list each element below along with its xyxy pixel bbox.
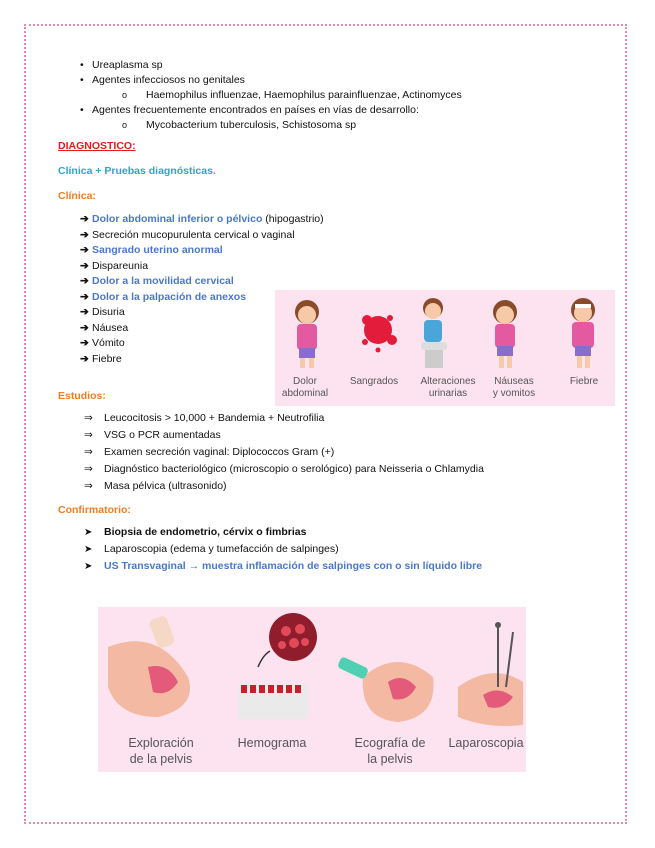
symptom-label-line: Fiebre [569, 376, 599, 387]
exam-label-line: Ecografía de [354, 736, 426, 750]
clinica-item [58, 228, 618, 244]
triangle-arrow-icon: ➤ [84, 544, 93, 555]
symptom-label-line: urinarias [428, 388, 468, 399]
clinica-item-text: Secreción mucopurulenta cervical o vaginal [92, 228, 295, 241]
agent-item: • Agentes infecciosos no genitales [58, 73, 618, 88]
symptom-label-line: y vomitos [492, 388, 536, 399]
estudio-item-text: Masa pélvica (ultrasonido) [104, 480, 227, 492]
pelvic-exam-illustration [108, 615, 190, 717]
laparoscopy-illustration [458, 622, 523, 726]
symptom-label-line: abdominal [281, 388, 329, 399]
implies-arrow-icon: ⇒ [84, 412, 93, 424]
clinica-item-text: Dolor a la palpación de anexos [92, 290, 247, 303]
arrow-icon: ➔ [80, 337, 89, 349]
girl-nausea-figure [493, 300, 517, 368]
blood-test-illustration [238, 613, 317, 719]
symptom-label [557, 376, 611, 388]
arrow-icon: ➔ [80, 244, 89, 256]
agent-item: • Ureaplasma sp [58, 58, 618, 73]
exam-label-line: Exploración [128, 736, 194, 750]
clinica-item-text: Náusea [92, 321, 129, 334]
triangle-arrow-icon: ➤ [84, 561, 93, 572]
exam-label-line: Laparoscopia [448, 736, 524, 750]
girl-abdominal-pain-figure [295, 300, 319, 368]
symptom-label [413, 376, 483, 400]
confirmatorio-list [58, 524, 618, 575]
symptoms-illustration [275, 290, 615, 406]
implies-arrow-icon: ⇒ [84, 429, 93, 441]
estudio-item [58, 427, 618, 444]
implies-arrow-icon: ⇒ [84, 480, 93, 492]
ultrasound-illustration [337, 656, 434, 722]
clinica-item-text: Disuria [92, 306, 125, 318]
confirmatorio-item [58, 558, 618, 575]
exam-label-line: la pelvis [367, 752, 413, 766]
exams-illustration [98, 607, 526, 772]
clinica-item [58, 212, 618, 228]
exam-label-line: Hemograma [237, 736, 307, 750]
arrow-icon: ➔ [80, 290, 89, 303]
confirmatorio-item [58, 541, 618, 558]
girl-fever-figure [571, 298, 595, 368]
arrow-icon: ➔ [80, 275, 89, 287]
exam-label [222, 735, 322, 751]
arrow-icon: ➔ [80, 213, 89, 225]
confirmatorio-item-text: Laparoscopia (edema y tumefacción de salpinges) [104, 543, 339, 555]
exam-label [448, 735, 524, 751]
symptom-label [483, 376, 545, 400]
clinica-item-text: Sangrado uterino anormal [92, 244, 223, 256]
exam-label-line: de la pelvis [129, 752, 193, 766]
clinica-item [58, 243, 618, 259]
estudios-heading: Estudios: [58, 390, 106, 402]
estudio-item-text: Leucocitosis > 10,000 + Bandemia + Neutrofilia [104, 412, 325, 424]
symptom-label-line: Náuseas [494, 376, 534, 387]
confirmatorio-item [58, 524, 618, 541]
confirmatorio-heading: Confirmatorio: [58, 504, 131, 516]
estudio-item [58, 444, 618, 461]
estudio-item [58, 410, 618, 427]
arrow-icon: ➔ [80, 321, 89, 334]
exam-label [338, 735, 442, 767]
exam-label [106, 735, 216, 767]
agents-list [58, 58, 618, 133]
diagnostico-heading: DIAGNOSTICO: [58, 140, 136, 152]
arrow-icon: ➔ [80, 306, 89, 318]
symptom-label-line: Dolor [293, 376, 317, 387]
estudio-item-text: VSG o PCR aumentadas [104, 429, 221, 441]
confirmatorio-item-text: Biopsia de endometrio, cérvix o fimbrias [104, 526, 307, 538]
girl-on-toilet-figure [421, 298, 447, 368]
symptom-label-line: Alteraciones [420, 376, 476, 387]
estudio-item-text: Diagnóstico bacteriológico (microscopio o serológico) para Neisseria o Chlamydia [104, 463, 484, 475]
clinica-item-text: Vómito [92, 337, 125, 349]
agent-sub-item: o Haemophilus influenzae, Haemophilus parainfluenzae, Actinomyces [58, 88, 618, 103]
confirmatorio-item-text: US Transvaginal → muestra inflamación de salpinges con o sin líquido libre [104, 560, 483, 572]
agent-sub-item: o Mycobacterium tuberculosis, Schistosoma sp [58, 118, 618, 133]
clinica-item [58, 274, 618, 290]
triangle-arrow-icon: ➤ [84, 527, 93, 538]
symptom-label [345, 376, 403, 388]
clinica-item-text: Fiebre [92, 352, 122, 365]
clinica-heading: Clínica: [58, 190, 96, 202]
clinica-item-text: Dispareunia [92, 259, 149, 272]
clinica-item [58, 259, 618, 275]
arrow-icon: ➔ [80, 259, 89, 272]
arrow-icon: ➔ [80, 352, 89, 365]
arrow-icon: ➔ [80, 228, 89, 241]
agent-item: • Agentes frecuentemente encontrados en países en vías de desarrollo: [58, 103, 618, 118]
implies-arrow-icon: ⇒ [84, 446, 93, 458]
implies-arrow-icon: ⇒ [84, 463, 93, 475]
clinica-item-extra: (hipogastrio) [262, 213, 324, 225]
estudio-item-text: Examen secreción vaginal: Diplococcos Gram (+) [104, 446, 335, 458]
estudios-list [58, 410, 618, 495]
clinica-pruebas-line: Clínica + Pruebas diagnósticas. [58, 165, 216, 177]
clinica-item-text: Dolor abdominal inferior o pélvico [92, 213, 263, 225]
clinica-item-text: Dolor a la movilidad cervical [92, 275, 234, 287]
blood-splatter-icon [362, 315, 397, 353]
symptom-label-line: Sangrados [349, 376, 399, 387]
estudio-item [58, 478, 618, 495]
symptom-label [279, 376, 331, 400]
estudio-item [58, 461, 618, 478]
